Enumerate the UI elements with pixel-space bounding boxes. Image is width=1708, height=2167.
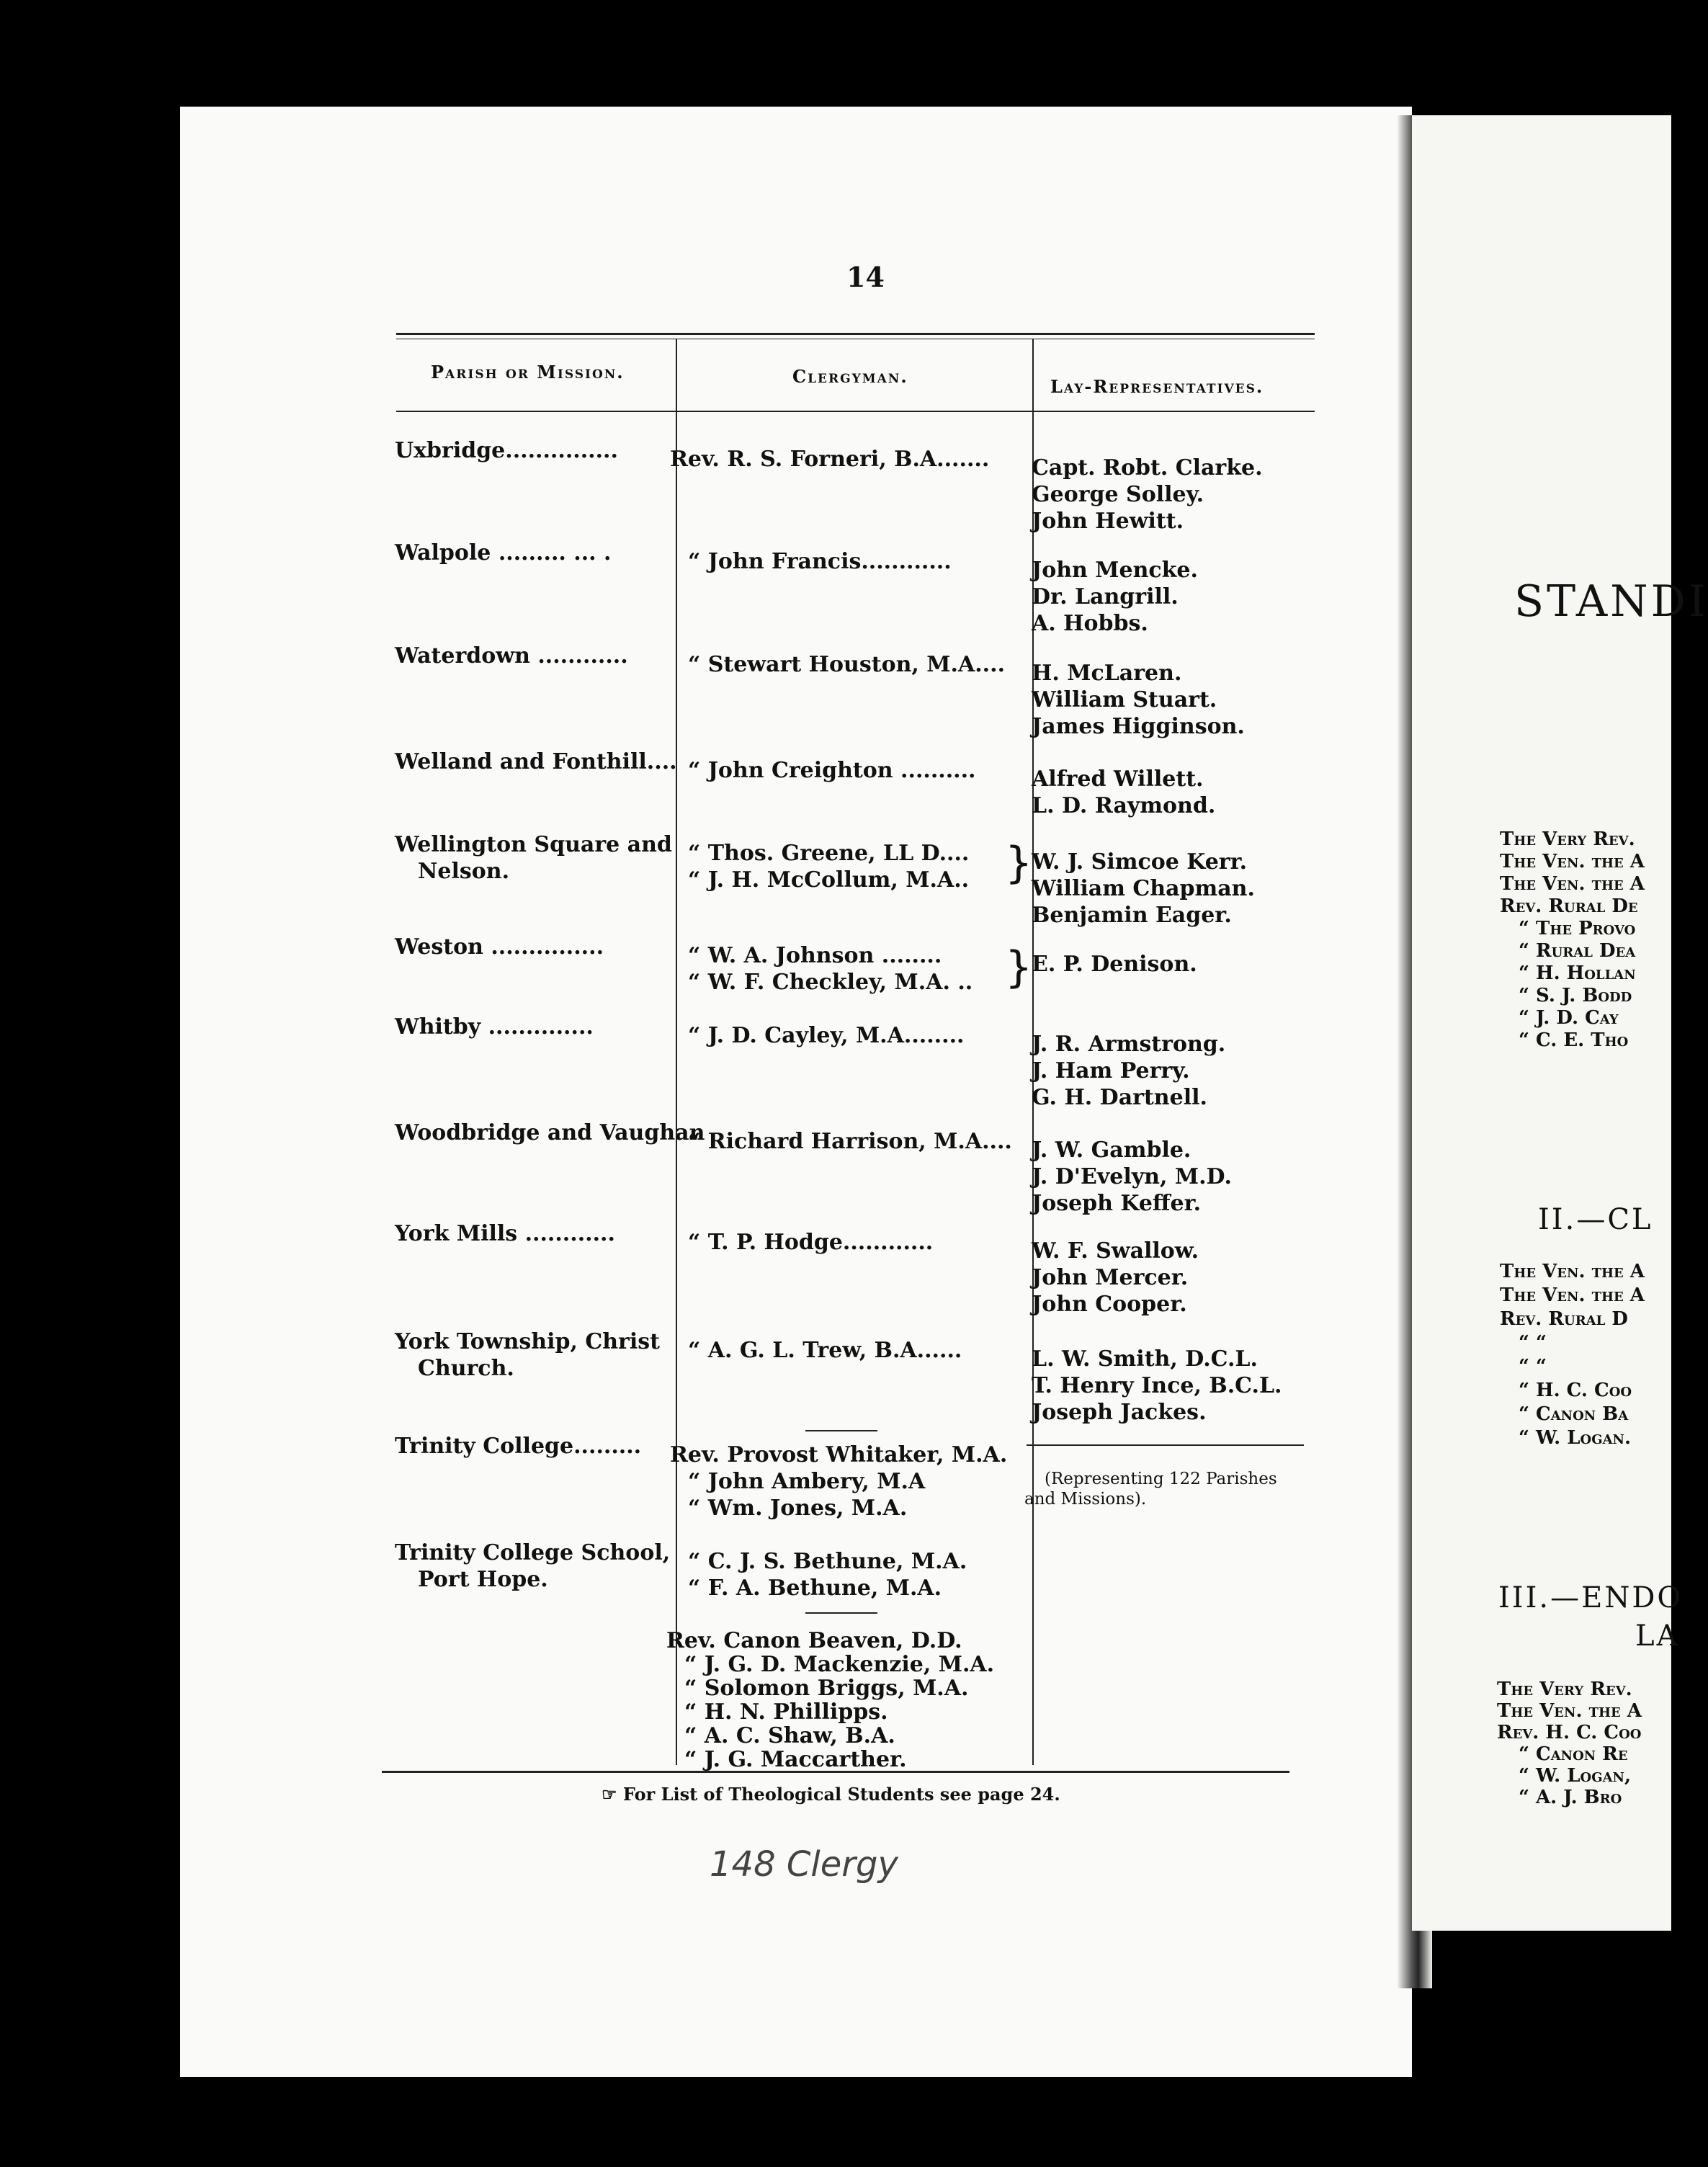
clergyman-name: “ Solomon Briggs, M.A. [684,1676,969,1701]
right-list-2-item: Rev. Rural D [1500,1308,1628,1330]
footnote [602,1784,1060,1805]
right-page [1412,115,1708,1931]
lay-representative: W. F. Swallow. [1032,1238,1199,1264]
right-list-1-item: “ Rural Dea [1519,940,1636,962]
lay-representative: William Chapman. [1032,876,1255,901]
clergyman-name: “ Stewart Houston, M.A.... [688,652,1006,677]
lay-representative: E. P. Denison. [1032,952,1197,977]
clergyman-name: “ W. A. Johnson ........ [688,943,942,968]
footnote-text: For List of Theological Students see page 24. [622,1784,1060,1805]
clergyman-name: “ T. P. Hodge............ [688,1230,934,1255]
parish-name: Wellington Square and [395,832,672,857]
clergyman-name: “ J. D. Cayley, M.A........ [688,1023,965,1048]
right-list-2-item: “ Canon Ba [1519,1403,1629,1425]
header-lay-representatives: Lay-Representatives. [1050,376,1264,397]
parish-name: Waterdown ............ [395,643,628,669]
right-list-3-item: The Very Rev. [1497,1679,1632,1700]
header-parish: Parish or Mission. [431,362,625,383]
clergyman-name: “ John Francis............ [688,549,952,574]
lay-representative: John Mencke. [1032,558,1198,583]
clergyman-name: “ J. H. McCollum, M.A.. [688,867,970,893]
right-list-3-item: “ W. Logan, [1519,1765,1632,1787]
clergyman-name: Rev. Provost Whitaker, M.A. [670,1442,1008,1467]
representing-note-line-2: and Missions). [1024,1490,1147,1509]
lay-representative: James Higginson. [1032,714,1245,739]
brace: } [1005,838,1033,888]
lay-end-rule [1027,1444,1304,1446]
right-heading-2: II.—CL [1538,1203,1653,1236]
clergyman-name: Rev. R. S. Forneri, B.A....... [670,447,990,472]
right-list-2-item: “ “ [1519,1356,1547,1377]
parish-name: Port Hope. [418,1567,548,1592]
right-list-2-item: The Ven. the A [1500,1284,1645,1306]
lay-representative: William Stuart. [1032,687,1217,712]
lay-representative: W. J. Simcoe Kerr. [1032,849,1248,875]
clergyman-name: “ F. A. Bethune, M.A. [688,1576,942,1601]
clergy-short-rule-1 [805,1430,877,1431]
clergyman-name: “ A. G. L. Trew, B.A...... [688,1338,962,1363]
lay-representative: J. W. Gamble. [1032,1138,1191,1163]
right-list-2-item: “ “ [1519,1332,1547,1354]
clergyman-name: “ Richard Harrison, M.A.... [688,1129,1012,1154]
lay-representative: J. Ham Perry. [1032,1058,1190,1084]
right-list-2-item: “ H. C. Coo [1519,1380,1632,1401]
right-list-3-item: The Ven. the A [1497,1700,1642,1722]
clergyman-name: “ Wm. Jones, M.A. [688,1496,908,1521]
lay-representative: John Mercer. [1032,1265,1189,1290]
clergyman-name: “ A. C. Shaw, B.A. [684,1723,895,1748]
lay-representative: J. R. Armstrong. [1032,1032,1226,1057]
clergyman-name: “ C. J. S. Bethune, M.A. [688,1549,967,1574]
right-list-1-item: Rev. Rural De [1500,895,1638,917]
parish-name: Welland and Fonthill.... [395,749,677,774]
lay-representative: Joseph Jackes. [1032,1400,1207,1425]
lay-representative: G. H. Dartnell. [1032,1085,1207,1110]
clergyman-name: “ J. G. Maccarther. [684,1747,907,1772]
pointing-hand-icon: ☞ [602,1784,623,1805]
lay-representative: Capt. Robt. Clarke. [1032,455,1263,481]
parish-name: York Mills ............ [395,1221,615,1246]
right-list-1-item: “ C. E. Tho [1519,1029,1629,1051]
handwritten-note: 148 Clergy [710,1844,898,1885]
lay-representative: A. Hobbs. [1032,611,1148,636]
right-list-3-item: Rev. H. C. Coo [1497,1722,1642,1743]
clergy-short-rule-2 [805,1612,877,1614]
parish-name: Weston ............... [395,934,604,960]
right-list-3-item: “ A. J. Bro [1519,1787,1622,1808]
clergyman-name: “ W. F. Checkley, M.A. .. [688,970,973,995]
right-heading-3b: LA [1635,1619,1680,1653]
parish-name: Trinity College School, [395,1540,671,1565]
parish-name: Nelson. [418,859,510,884]
right-heading-3: III.—ENDO [1498,1581,1684,1614]
brace: } [1005,942,1033,993]
clergyman-name: “ John Creighton .......... [688,758,976,783]
header-rule [396,411,1315,412]
lay-representative: H. McLaren. [1032,661,1182,686]
parish-name: York Township, Christ [395,1329,660,1354]
lay-representative: Alfred Willett. [1032,767,1204,792]
clergyman-name: “ Thos. Greene, LL D.... [688,841,970,866]
parish-name: Walpole ......... ... . [395,540,612,566]
left-page [180,107,1412,2077]
lay-representative: John Cooper. [1032,1292,1187,1317]
clergyman-name: “ H. N. Phillipps. [684,1699,888,1725]
column-divider-1 [676,339,677,1765]
right-list-1-item: The Ven. the A [1500,873,1645,895]
lay-representative: Joseph Keffer. [1032,1191,1202,1216]
right-list-1-item: “ The Provo [1519,918,1636,939]
parish-name: Trinity College......... [395,1434,642,1459]
lay-representative: L. D. Raymond. [1032,793,1216,818]
lay-representative: L. W. Smith, D.C.L. [1032,1346,1258,1372]
page-number: 14 [846,261,885,293]
parish-name: Uxbridge............... [395,438,618,463]
representing-note-line-1: (Representing 122 Parishes [1045,1470,1277,1488]
right-list-3-item: “ Canon Re [1519,1743,1628,1765]
lay-representative: Benjamin Eager. [1032,903,1232,928]
top-rule [396,333,1315,335]
right-list-2-item: “ W. Logan. [1519,1427,1632,1449]
lay-representative: George Solley. [1032,482,1204,507]
parish-name: Whitby .............. [395,1014,594,1040]
right-list-1-item: The Ven. the A [1500,851,1645,872]
lay-representative: John Hewitt. [1032,509,1184,534]
right-heading-1: STANDI [1514,576,1708,627]
header-clergyman: Clergyman. [792,366,908,387]
parish-name: Woodbridge and Vaughan [395,1120,705,1145]
clergyman-name: “ John Ambery, M.A [688,1469,926,1494]
clergyman-name: “ J. G. D. Mackenzie, M.A. [684,1652,995,1677]
parish-name: Church. [418,1356,514,1381]
right-list-1-item: “ H. Hollan [1519,962,1636,984]
right-list-2-item: The Ven. the A [1500,1261,1645,1282]
clergyman-name: Rev. Canon Beaven, D.D. [666,1628,962,1653]
right-list-1-item: “ J. D. Cay [1519,1007,1619,1029]
lay-representative: J. D'Evelyn, M.D. [1032,1164,1232,1189]
right-list-1-item: The Very Rev. [1500,828,1635,850]
right-list-1-item: “ S. J. Bodd [1519,985,1632,1006]
lay-representative: Dr. Langrill. [1032,584,1179,609]
lay-representative: T. Henry Ince, B.C.L. [1032,1373,1282,1398]
